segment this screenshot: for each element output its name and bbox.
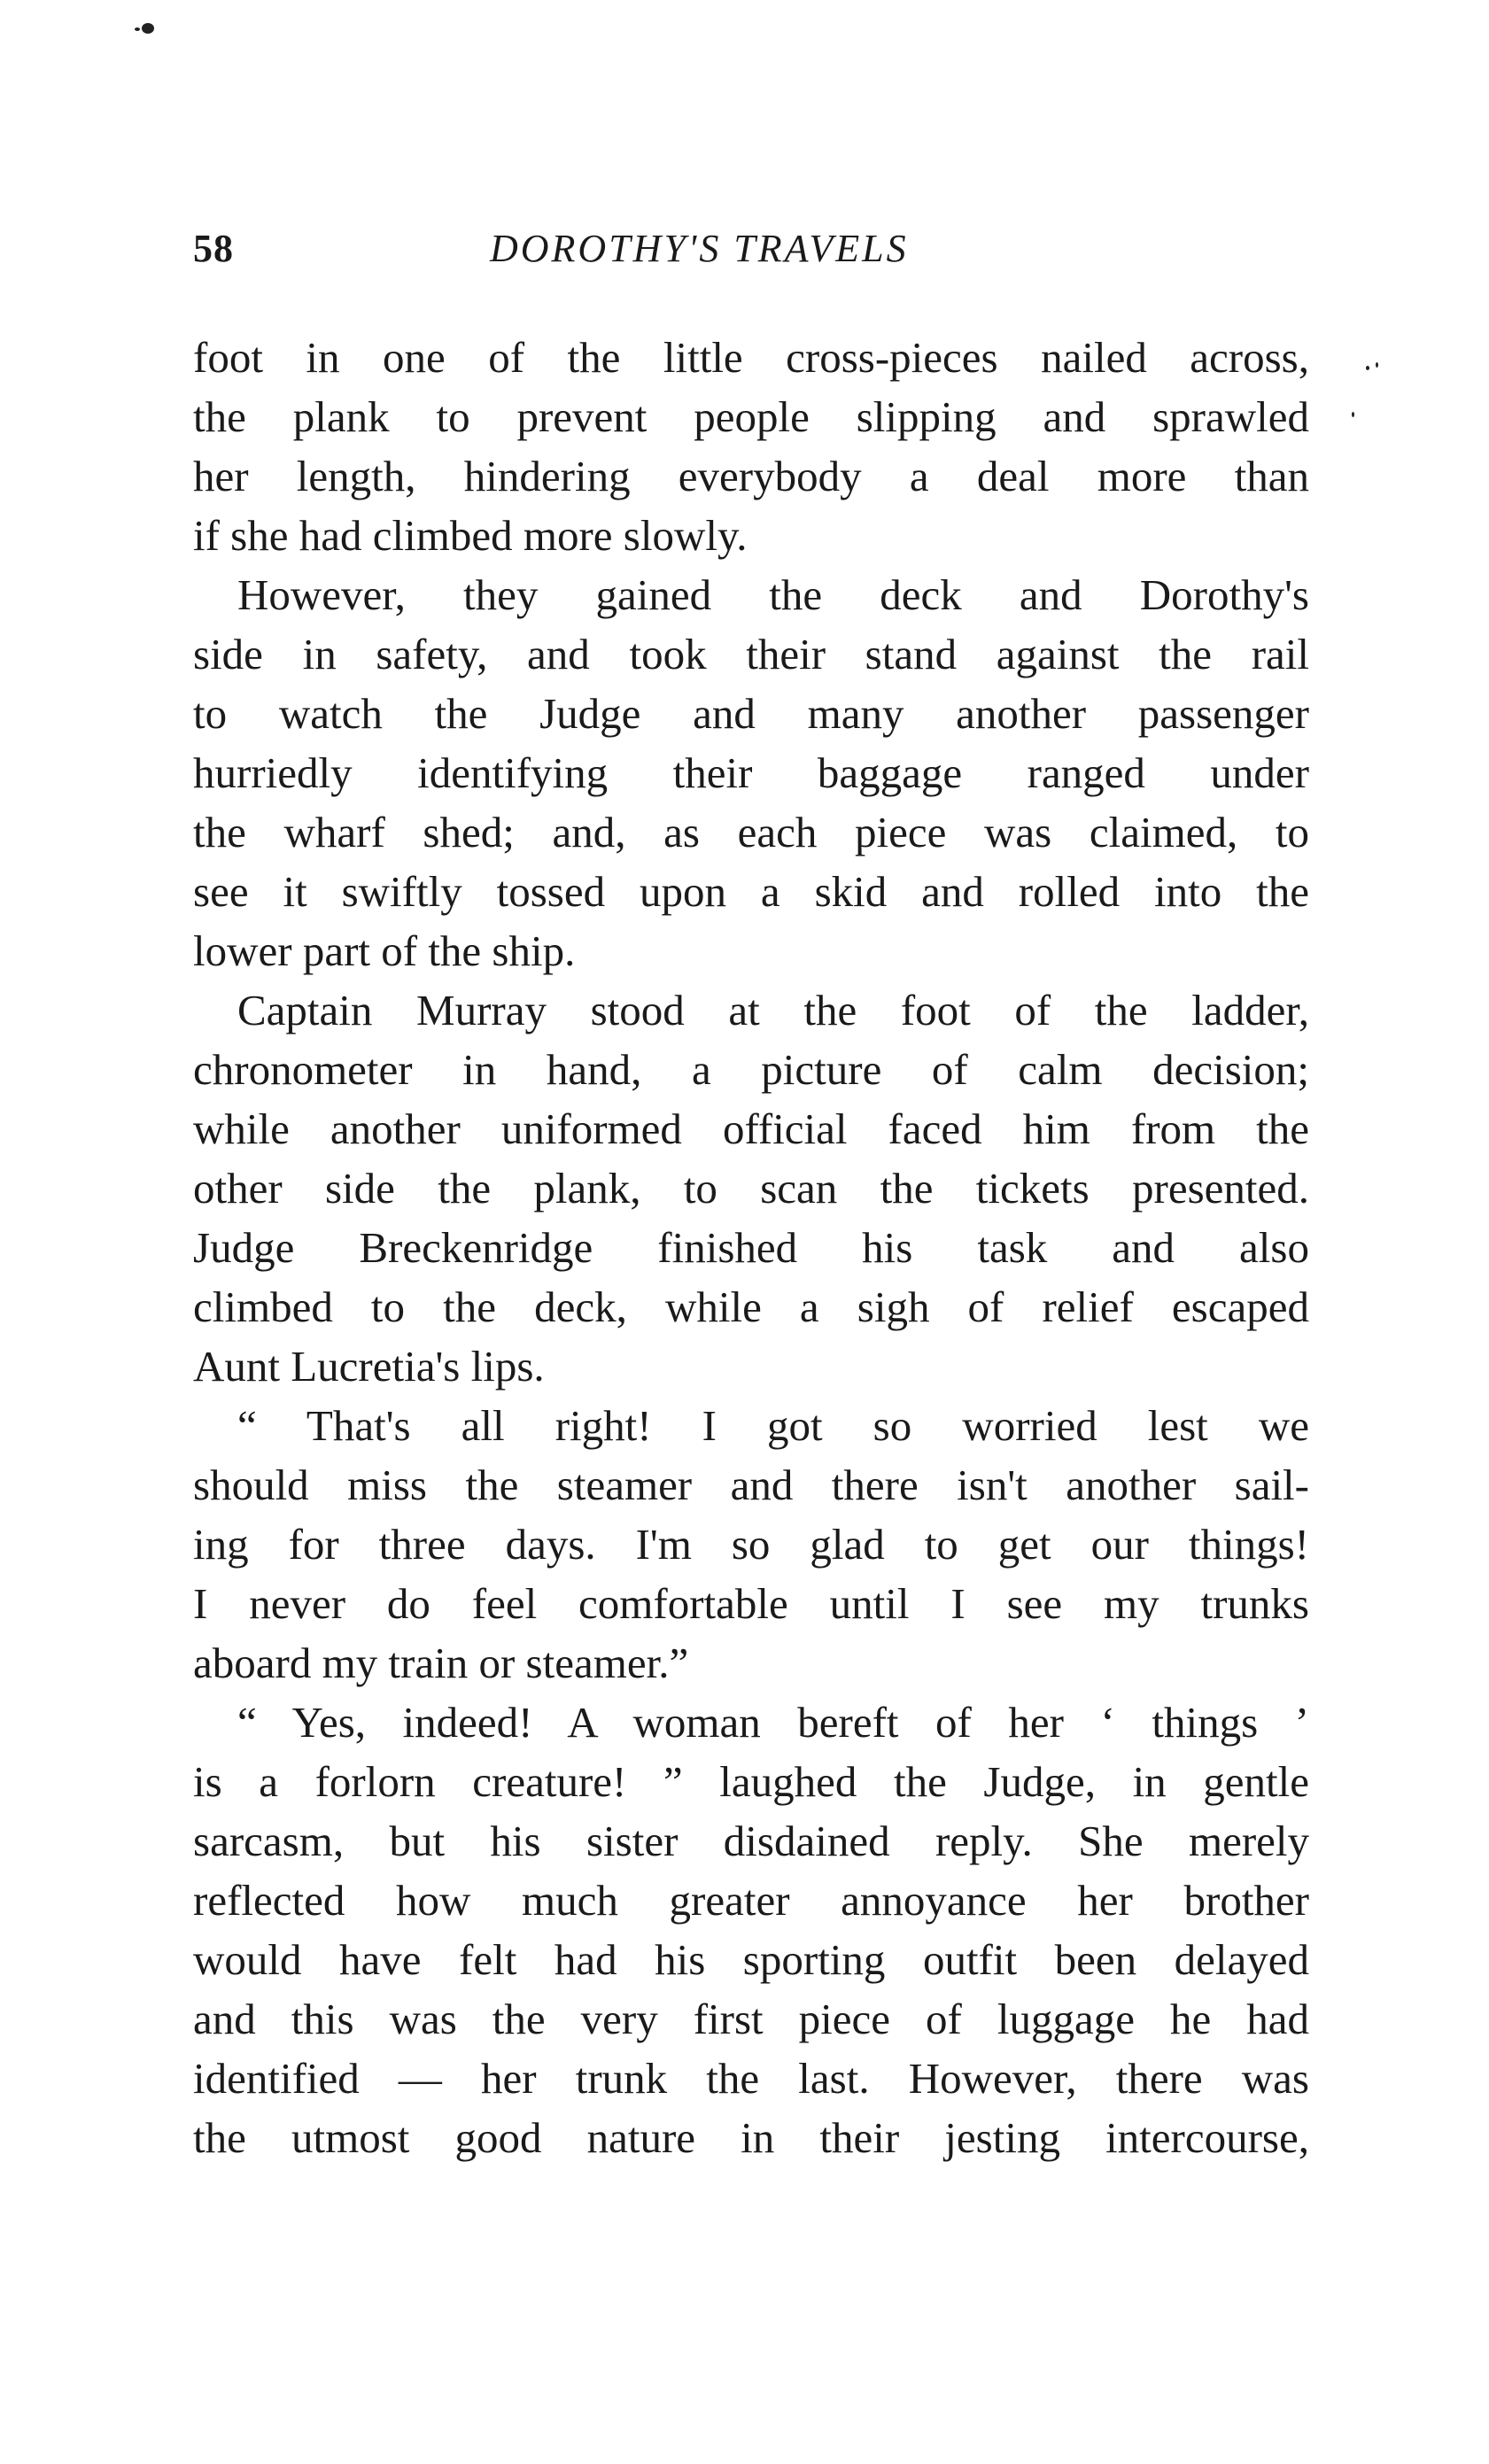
text-line: see it swiftly tossed upon a skid and rolled into the xyxy=(193,867,1309,916)
text-line: Aunt Lucretia's lips. xyxy=(193,1342,545,1391)
text-line: her length, hindering everybody a deal more than xyxy=(193,452,1309,500)
text-line: the plank to prevent people slipping and sprawled xyxy=(193,392,1309,441)
text-line: if she had climbed more slowly. xyxy=(193,511,748,560)
text-line: the wharf shed; and, as each piece was claimed, to xyxy=(193,808,1309,856)
text-line: identified — her trunk the last. However, there was xyxy=(193,2054,1309,2103)
text-line: is a forlorn creature! ” laughed the Judge, in gentle xyxy=(193,1757,1309,1806)
ink-speck xyxy=(135,27,140,31)
text-line: while another uniformed official faced him from the xyxy=(193,1104,1309,1153)
text-line: chronometer in hand, a picture of calm decision; xyxy=(193,1045,1309,1094)
text-line: to watch the Judge and many another passenger xyxy=(193,689,1309,738)
running-title: DOROTHY'S TRAVELS xyxy=(490,227,909,270)
text-line: the utmost good nature in their jesting intercourse, xyxy=(193,2113,1309,2162)
text-line: ing for three days. I'm so glad to get our things! xyxy=(193,1520,1309,1569)
ink-speck xyxy=(1352,412,1354,417)
text-line: lower part of the ship. xyxy=(193,926,576,975)
text-line: side in safety, and took their stand against the rail xyxy=(193,630,1309,678)
text-line: However, they gained the deck and Dorothy's xyxy=(237,570,1309,619)
text-line: would have felt had his sporting outfit been delayed xyxy=(193,1935,1309,1984)
text-line: Judge Breckenridge finished his task and also xyxy=(193,1223,1309,1272)
ink-speck xyxy=(1366,366,1369,370)
text-line: foot in one of the little cross-pieces nailed across, xyxy=(193,333,1309,382)
page-number: 58 xyxy=(193,227,234,270)
text-line: reflected how much greater annoyance her brother xyxy=(193,1876,1309,1925)
text-line: “ Yes, indeed! A woman bereft of her ‘ things ’ xyxy=(237,1698,1309,1747)
text-line: climbed to the deck, while a sigh of relief escaped xyxy=(193,1282,1309,1331)
text-line: should miss the steamer and there isn't another sail- xyxy=(193,1461,1309,1509)
text-line: and this was the very first piece of luggage he had xyxy=(193,1995,1309,2043)
text-line: “ That's all right! I got so worried lest we xyxy=(237,1401,1309,1450)
text-line: Captain Murray stood at the foot of the ladder, xyxy=(237,986,1309,1034)
text-line: I never do feel comfortable until I see my trunks xyxy=(193,1579,1309,1628)
text-line: sarcasm, but his sister disdained reply. She merely xyxy=(193,1817,1309,1865)
text-line: other side the plank, to scan the tickets presented. xyxy=(193,1164,1309,1213)
text-line: aboard my train or steamer.” xyxy=(193,1639,689,1687)
body-text xyxy=(193,328,1309,2167)
page-header xyxy=(193,226,1309,288)
ink-speck xyxy=(1376,362,1378,368)
ink-speck xyxy=(142,23,154,34)
text-line: hurriedly identifying their baggage ranged under xyxy=(193,748,1309,797)
